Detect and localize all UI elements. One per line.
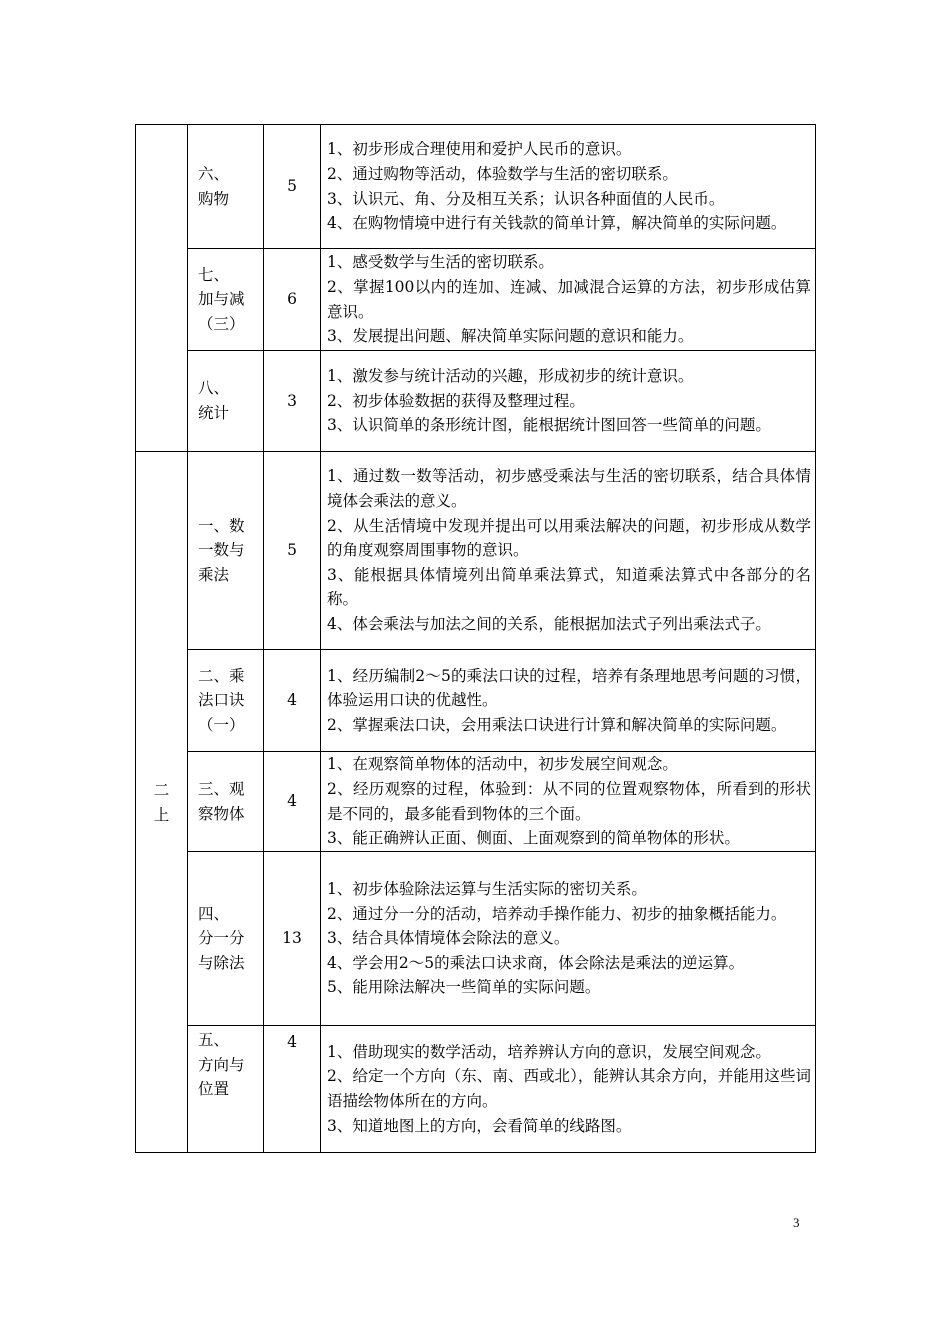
goal-item: 3、能正确辨认正面、侧面、上面观察到的简单物体的形状。: [327, 829, 740, 848]
table-row: [136, 351, 816, 452]
unit-title-cell: [188, 452, 264, 650]
unit-title-line: 加与减: [198, 290, 245, 309]
unit-title-line: 与除法: [198, 953, 245, 972]
goal-item: 4、在购物情境中进行有关钱款的简单计算，解决简单的实际问题。: [327, 214, 787, 233]
goals-cell: [321, 351, 816, 452]
unit-title-line: 统计: [198, 404, 230, 422]
goal-item: 3、结合具体情境体会除法的意义。: [327, 929, 570, 948]
unit-title-line: 位置: [198, 1080, 230, 1099]
table-row: [136, 650, 816, 752]
goals-cell: [321, 125, 816, 249]
table-row: [136, 249, 816, 351]
goal-item: 2、通过分一分的活动，培养动手操作能力、初步的抽象概括能力。: [327, 904, 787, 923]
goal-item: 2、掌握乘法口诀，会用乘法口诀进行计算和解决简单的实际问题。: [327, 715, 787, 734]
goal-item: 1、初步形成合理使用和爱护人民币的意识。: [327, 140, 632, 159]
goals-cell: [321, 452, 816, 650]
table-row: [136, 752, 816, 852]
goals-cell: [321, 752, 816, 852]
hours-cell: 4: [264, 752, 321, 852]
unit-title-line: 二、乘: [198, 666, 245, 685]
goal-item: 4、学会用2～5的乘法口诀求商，体会除法是乘法的逆运算。: [327, 953, 745, 972]
goal-item: 5、能用除法解决一些简单的实际问题。: [327, 978, 601, 997]
unit-title-cell: [188, 650, 264, 752]
goal-item: 2、通过购物等活动，体验数学与生活的密切联系。: [327, 164, 678, 183]
unit-title-cell: [188, 125, 264, 249]
table-row: [136, 852, 816, 1026]
unit-title-line: 六、: [198, 164, 230, 183]
unit-title-line: 法口诀: [198, 691, 245, 710]
unit-title-line: 购物: [198, 189, 230, 208]
curriculum-table: [135, 124, 816, 1153]
grade-label-line: 二: [153, 781, 170, 800]
goal-item: 1、借助现实的数学活动，培养辨认方向的意识，发展空间观念。: [327, 1042, 771, 1061]
goal-item: 3、认识元、角、分及相互关系；认识各种面值的人民币。: [327, 189, 725, 208]
grade-cell: [136, 452, 188, 1153]
table-row: [136, 1026, 816, 1153]
hours-cell: 5: [264, 125, 321, 249]
goal-item: 3、发展提出问题、解决简单实际问题的意识和能力。: [327, 327, 694, 346]
goal-item: 3、认识简单的条形统计图，能根据统计图回答一些简单的问题。: [327, 416, 771, 435]
unit-title-line: 八、: [198, 379, 230, 398]
hours-cell: 4: [264, 1026, 321, 1153]
page-number: 3: [793, 1215, 800, 1230]
goal-item: 4、体会乘法与加法之间的关系，能根据加法式子列出乘法式子。: [327, 614, 771, 633]
unit-title-cell: [188, 351, 264, 452]
goal-item: 1、激发参与统计活动的兴趣，形成初步的统计意识。: [327, 367, 694, 386]
unit-title-line: 分一分: [198, 929, 245, 948]
unit-title-line: 四、: [198, 904, 230, 923]
goals-cell: [321, 852, 816, 1026]
hours-cell: 6: [264, 249, 321, 351]
hours-cell: 5: [264, 452, 321, 650]
table-row: [136, 452, 816, 650]
goal-item: 1、通过数一数等活动，初步感受乘法与生活的密切联系，结合具体情境体会乘法的意义。: [327, 467, 811, 511]
goal-item: 3、知道地图上的方向，会看简单的线路图。: [327, 1116, 632, 1135]
unit-title-line: 三、观: [198, 779, 245, 798]
unit-title-cell: [188, 1026, 264, 1153]
unit-title-line: 方向与: [198, 1055, 245, 1074]
goal-item: 1、经历编制2～5的乘法口诀的过程，培养有条理地思考问题的习惯，体验运用口诀的优越性。: [327, 666, 811, 710]
goal-item: 2、初步体验数据的获得及整理过程。: [327, 391, 585, 410]
unit-title-line: 一数与: [198, 541, 245, 560]
goals-cell: [321, 249, 816, 351]
unit-title-cell: [188, 249, 264, 351]
goal-item: 2、掌握100以内的连加、连减、加减混合运算的方法，初步形成估算意识。: [327, 277, 811, 321]
goal-item: 1、在观察简单物体的活动中，初步发展空间观念。: [327, 755, 678, 774]
goals-cell: [321, 650, 816, 752]
unit-title-line: 七、: [198, 265, 230, 284]
goals-cell: [321, 1026, 816, 1153]
grade-label-line: 上: [153, 806, 170, 824]
goal-item: 2、从生活情境中发现并提出可以用乘法解决的问题，初步形成从数学的角度观察周围事物的意识。: [327, 516, 811, 560]
unit-title-line: （一）: [198, 715, 245, 734]
hours-cell: 4: [264, 650, 321, 752]
grade-cell: [136, 125, 188, 452]
unit-title-line: 察物体: [198, 804, 245, 823]
unit-title-line: 乘法: [198, 565, 230, 584]
unit-title-line: 五、: [198, 1031, 230, 1049]
goal-item: 1、初步体验除法运算与生活实际的密切关系。: [327, 880, 647, 899]
unit-title-line: （三）: [198, 314, 245, 333]
hours-cell: 13: [264, 852, 321, 1026]
table-row: [136, 125, 816, 249]
unit-title-line: 一、数: [198, 516, 245, 535]
goal-item: 2、给定一个方向（东、南、西或北），能辨认其余方向，并能用这些词语描绘物体所在的方向。: [327, 1067, 811, 1110]
unit-title-cell: [188, 752, 264, 852]
hours-cell: 3: [264, 351, 321, 452]
goal-item: 3、能根据具体情境列出简单乘法算式，知道乘法算式中各部分的名称。: [327, 565, 811, 609]
goal-item: 2、经历观察的过程，体验到：从不同的位置观察物体，所看到的形状是不同的，最多能看到物体的三个面。: [327, 779, 811, 823]
unit-title-cell: [188, 852, 264, 1026]
goal-item: 1、感受数学与生活的密切联系。: [327, 253, 554, 272]
